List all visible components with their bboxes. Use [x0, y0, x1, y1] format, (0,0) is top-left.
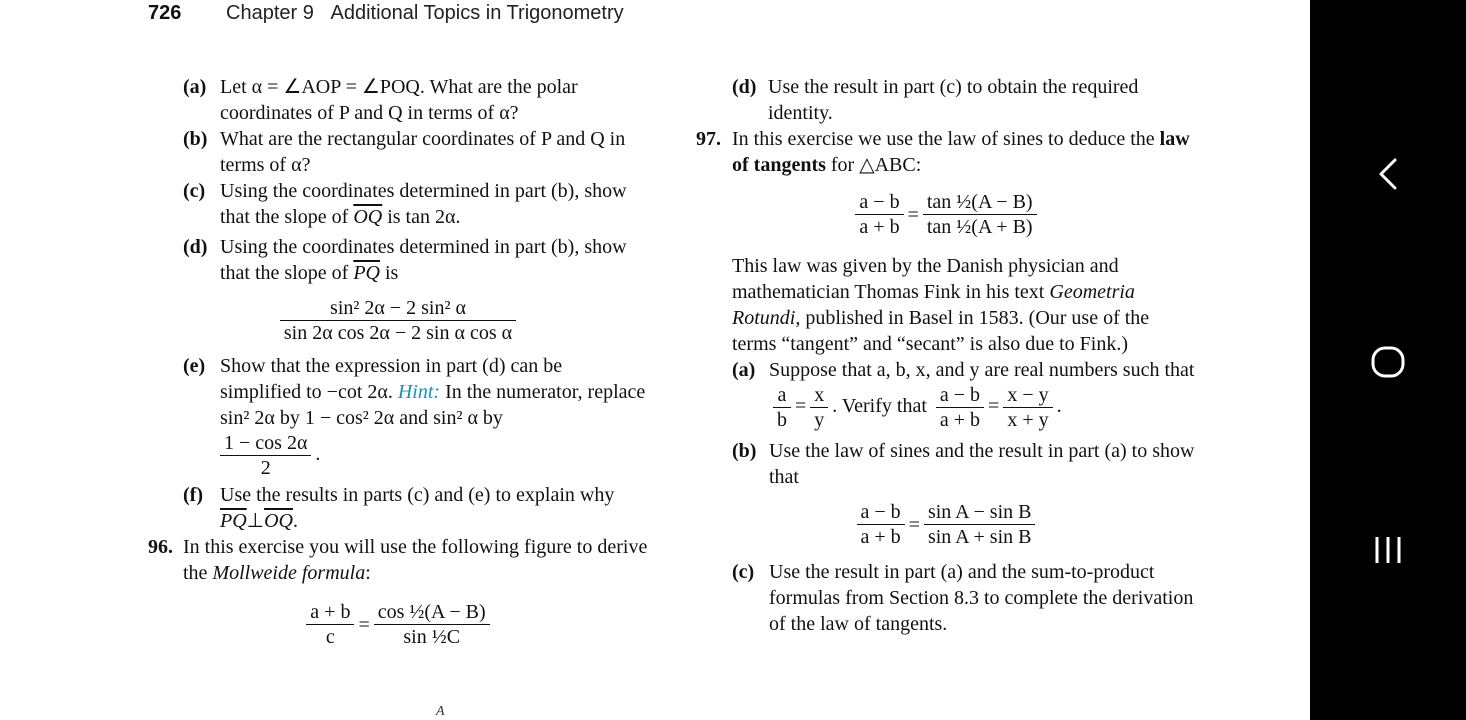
part-text-end: is: [379, 262, 399, 284]
part-b-right: [732, 438, 1196, 549]
fraction-numerator: a: [773, 383, 791, 408]
ratio-a-b: [773, 383, 791, 432]
part-c-right: [732, 559, 1196, 637]
slope-formula: [148, 296, 648, 345]
back-button[interactable]: [1310, 134, 1466, 214]
lhs-fraction: [855, 190, 903, 239]
fraction-numerator: a − b: [857, 500, 905, 525]
part-label: (d): [183, 236, 208, 258]
right-column: [696, 74, 1196, 637]
fraction-denominator: a + b: [860, 526, 901, 548]
segment-pq: $\overline{PQ}$: [220, 510, 247, 532]
rhs-fraction: [923, 190, 1037, 239]
chapter-label: Chapter 9: [226, 2, 314, 24]
part-text-end: .: [1056, 395, 1062, 418]
part-c: [148, 178, 648, 230]
part-label: (e): [183, 355, 206, 377]
lhs-fraction: [306, 600, 354, 649]
part-text: Suppose that a, b, x, and y are real numbers such that: [769, 359, 1195, 381]
part-text-end: .: [315, 443, 321, 466]
part-text-verify: . Verify that: [832, 395, 927, 418]
home-button[interactable]: [1310, 322, 1466, 402]
paragraph-text-end: published in Basel in 1583. (Our use of the terms “tangent” and “secant” is also due to Fink.): [732, 307, 1150, 355]
exercise-97: [696, 126, 1196, 637]
exercise-text-end: for △ABC:: [825, 154, 922, 176]
part-text-hint: In the numerator, replace sin² 2α by 1 − cos² 2α and sin² α by: [220, 381, 646, 429]
exercise-96: [148, 534, 648, 649]
part-text: Let α = ∠AOP = ∠POQ. What are the polar coordinates of P and Q in terms of α?: [220, 76, 578, 124]
fraction-denominator: tan ½(A + B): [926, 216, 1033, 238]
ratio-ab-diff-sum: [936, 383, 984, 432]
part-label: (c): [183, 180, 206, 202]
exercise-number: 96.: [148, 536, 173, 558]
perp-symbol: ⊥: [246, 510, 265, 532]
ratio-xy-diff-sum: [1003, 383, 1052, 432]
equals-sign: =: [908, 513, 920, 536]
law-name: law of tangents: [732, 128, 1190, 176]
part-text: Use the results in parts (c) and (e) to explain why: [220, 484, 615, 506]
part-text: What are the rectangular coordinates of P and Q in terms of α?: [220, 128, 626, 176]
part-text: Use the result in part (c) to obtain the required identity.: [768, 76, 1139, 124]
chapter-title: Additional Topics in Trigonometry: [330, 2, 624, 24]
fraction-denominator: sin A + sin B: [927, 526, 1032, 548]
fraction-numerator: 1 − cos 2α: [220, 431, 311, 456]
part-text: Using the coordinates determined in part (b), show that the slope of: [220, 236, 627, 284]
exercise-text: In this exercise you will use the following figure to derive the: [183, 536, 648, 584]
chevron-left-icon: [1375, 156, 1401, 192]
rhs-fraction: [374, 600, 490, 649]
part-label: (b): [732, 440, 757, 462]
ratio-x-y: [810, 383, 828, 432]
segment-oq: $\overline{OQ}$: [264, 510, 293, 532]
part-d: [148, 234, 648, 345]
slope-fraction: [280, 296, 516, 345]
system-navigation-bar: [1310, 0, 1466, 720]
fraction-numerator: a + b: [306, 600, 354, 625]
equals-sign: =: [907, 203, 919, 226]
part-a-right: [732, 357, 1196, 432]
lhs-fraction: [857, 500, 905, 549]
equals-sign: =: [795, 395, 807, 418]
fraction-numerator: tan ½(A − B): [923, 190, 1037, 215]
part-text: Use the law of sines and the result in part (a) to show that: [769, 440, 1195, 488]
fraction-denominator: sin 2α cos 2α − 2 sin α cos α: [283, 322, 513, 344]
fraction-denominator: x + y: [1007, 409, 1049, 431]
fraction-denominator: a + b: [939, 409, 981, 431]
book-title: Geometria Rotundi,: [732, 281, 1135, 329]
left-column: [148, 74, 648, 649]
part-b: [148, 126, 648, 178]
part-text: Using the coordinates determined in part (b), show that the slope of: [220, 180, 627, 228]
segment-oq: $\overline{OQ}$: [353, 206, 383, 228]
formula-name: Mollweide formula: [212, 562, 366, 584]
fraction-numerator: cos ½(A − B): [374, 600, 490, 625]
part-label: (f): [183, 484, 203, 506]
equals-sign: =: [988, 395, 1000, 418]
part-e: [148, 353, 648, 480]
exercise-text-end: :: [365, 562, 371, 584]
paragraph-text: This law was given by the Danish physician and mathematician Thomas Fink in his text: [732, 255, 1119, 303]
equals-sign: =: [358, 613, 370, 636]
fraction-numerator: x: [810, 383, 828, 408]
fraction-numerator: x − y: [1003, 383, 1052, 408]
running-header: [226, 2, 624, 25]
law-of-tangents-formula: [696, 190, 1196, 239]
segment-pq: $\overline{PQ}$: [353, 262, 380, 284]
exercise-number: 97.: [696, 128, 721, 150]
rhs-fraction: [924, 500, 1036, 549]
fraction-denominator: sin ½C: [403, 626, 461, 648]
recents-button[interactable]: [1310, 510, 1466, 590]
fraction-denominator: y: [814, 409, 825, 431]
part-text: Show that the expression in part (d) can be simplified to −cot 2α.: [220, 355, 563, 403]
part-a: [148, 74, 648, 126]
part-label: (b): [183, 128, 208, 150]
history-paragraph: [732, 253, 1196, 357]
part-label: (d): [732, 76, 757, 98]
part-f: [148, 482, 648, 534]
fraction-numerator: sin² 2α − 2 sin² α: [280, 296, 516, 321]
home-circle-icon: [1370, 344, 1406, 380]
figure-vertex-label: A: [436, 704, 445, 719]
fraction-denominator: c: [325, 626, 335, 648]
part-text-end: .: [292, 510, 298, 532]
exercise-text: In this exercise we use the law of sines to deduce the: [732, 128, 1160, 150]
hint-label: Hint:: [397, 381, 441, 403]
sine-ratio-formula: [696, 500, 1196, 549]
mollweide-formula: [148, 600, 648, 649]
part-label: (a): [732, 359, 756, 381]
part-text-end: is tan 2α.: [382, 206, 461, 228]
part-label: (c): [732, 561, 755, 583]
fraction-denominator: b: [777, 409, 787, 431]
part-label: (a): [183, 76, 207, 98]
fraction-denominator: a + b: [859, 216, 900, 238]
part-text: Use the result in part (a) and the sum-to-product formulas from Section 8.3 to complete the derivation of the law of tangents.: [769, 561, 1194, 635]
fraction-denominator: 2: [260, 457, 271, 479]
fraction-numerator: a − b: [936, 383, 984, 408]
half-angle-fraction: [220, 431, 311, 480]
page-number: 726: [148, 2, 182, 24]
fraction-numerator: a − b: [855, 190, 903, 215]
recents-icon: [1371, 534, 1405, 566]
part-d-right: [696, 74, 1196, 126]
fraction-numerator: sin A − sin B: [924, 500, 1036, 525]
